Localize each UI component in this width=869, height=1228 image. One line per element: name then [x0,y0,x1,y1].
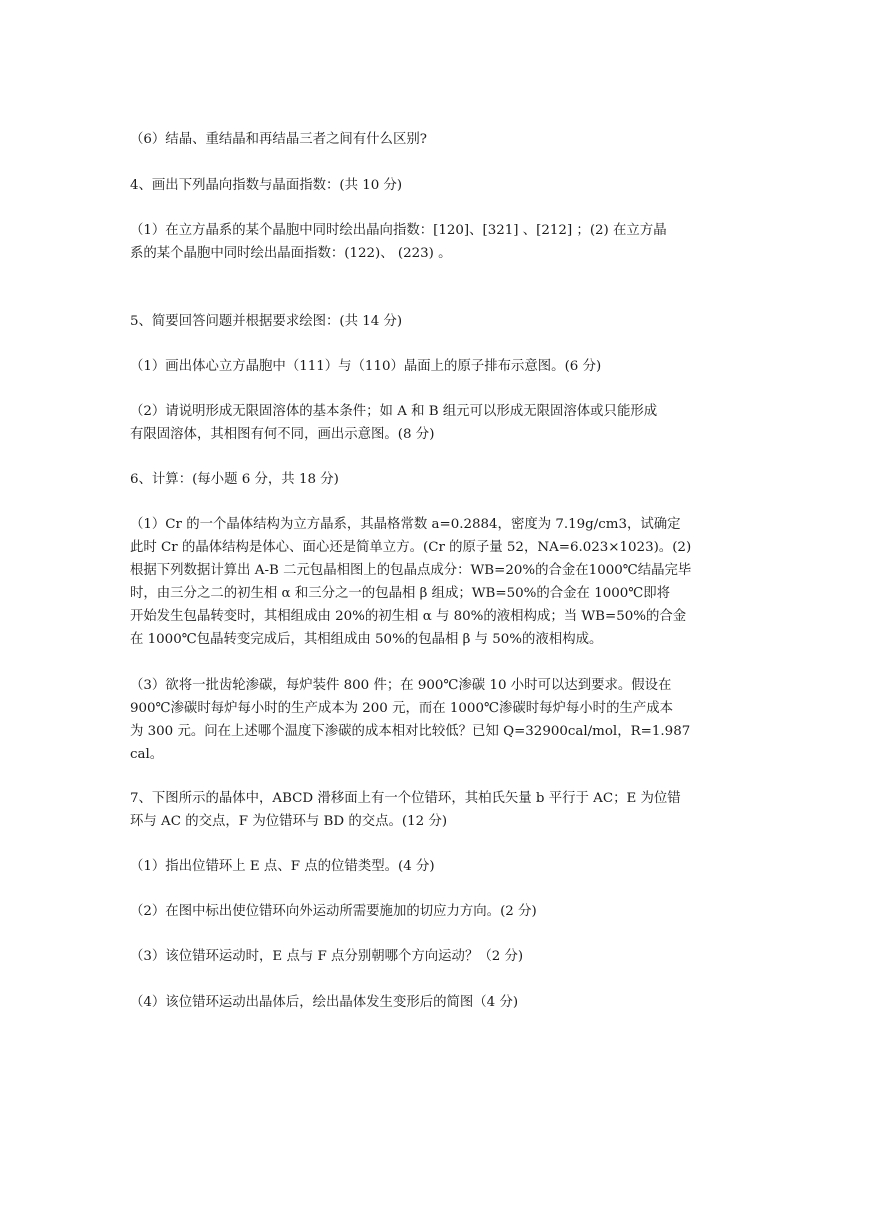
question-5-2 [130,400,742,446]
question-6-heading [130,468,742,491]
question-6-3 [130,674,742,766]
question-7-3 [130,945,742,968]
question-5-heading [130,310,742,333]
text-line: 此时 Cr 的晶体结构是体心、面心还是简单立方。(Cr 的原子量 52，NA=6.023×1023)。(2) [130,540,692,555]
text-line: （1）Cr 的一个晶体结构为立方晶系，其晶格常数 a=0.2884，密度为 7.19g/cm3，试确定 [130,517,681,532]
question-4-body [130,219,742,265]
text-line: 在 1000℃包晶转变完成后，其相组成由 50%的包晶相 β 与 50%的液相构成。 [130,632,603,647]
question-4-heading [130,174,742,197]
text-line: 4、画出下列晶向指数与晶面指数：(共 10 分) [130,178,403,193]
text-line: 900℃渗碳时每炉每小时的生产成本为 200 元，而在 1000℃渗碳时每炉每小时的生产成本 [130,701,674,716]
text-line: 环与 AC 的交点，F 为位错环与 BD 的交点。(12 分) [130,814,448,829]
text-line: 开始发生包晶转变时，其相组成由 20%的初生相 α 与 80%的液相构成；当 WB=50%的合金 [130,609,687,624]
text-line: 为 300 元。问在上述哪个温度下渗碳的成本相对比较低？已知 Q=32900cal/mol，R=1.987 [130,724,691,739]
text-line: 有限固溶体，其相图有何不同，画出示意图。(8 分) [130,427,435,442]
question-3-6 [130,128,742,151]
question-7-4 [130,991,742,1014]
text-line: （3）欲将一批齿轮渗碳，每炉装件 800 件；在 900℃渗碳 10 小时可以达到要求。假设在 [130,678,672,693]
text-line: （4）该位错环运动出晶体后，绘出晶体发生变形后的简图（4 分) [130,995,519,1010]
text-line: （1）画出体心立方晶胞中（111）与（110）晶面上的原子排布示意图。(6 分) [130,359,602,374]
question-6-1-2 [130,513,742,651]
question-7-heading [130,787,742,833]
text-line: （1）指出位错环上 E 点、F 点的位错类型。(4 分) [130,859,435,874]
text-line: 系的某个晶胞中同时绘出晶面指数：(122)、 (223) 。 [130,246,452,261]
text-line: 时，由三分之二的初生相 α 和三分之一的包晶相 β 组成；WB=50%的合金在 1000℃即将 [130,586,671,601]
text-line: （1）在立方晶系的某个晶胞中同时绘出晶向指数：[120]、[321] 、[212] ；(2) 在立方晶 [130,223,667,238]
text-line: （2）在图中标出使位错环向外运动所需要施加的切应力方向。(2 分) [130,904,537,919]
text-line: 根据下列数据计算出 A-B 二元包晶相图上的包晶点成分：WB=20%的合金在1000℃结晶完毕 [130,563,692,578]
text-line: cal。 [130,747,164,762]
text-line: 6、计算：(每小题 6 分，共 18 分) [130,472,339,487]
text-line: （6）结晶、重结晶和再结晶三者之间有什么区别? [130,132,427,147]
text-line: 7、下图所示的晶体中，ABCD 滑移面上有一个位错环，其柏氏矢量 b 平行于 AC；E 为位错 [130,791,681,806]
question-5-1 [130,355,742,378]
question-7-1 [130,855,742,878]
text-line: （3）该位错环运动时，E 点与 F 点分别朝哪个方向运动？（2 分) [130,949,524,964]
text-line: （2）请说明形成无限固溶体的基本条件；如 A 和 B 组元可以形成无限固溶体或只能形成 [130,404,658,419]
text-line: 5、简要回答问题并根据要求绘图：(共 14 分) [130,314,403,329]
question-7-2 [130,900,742,923]
